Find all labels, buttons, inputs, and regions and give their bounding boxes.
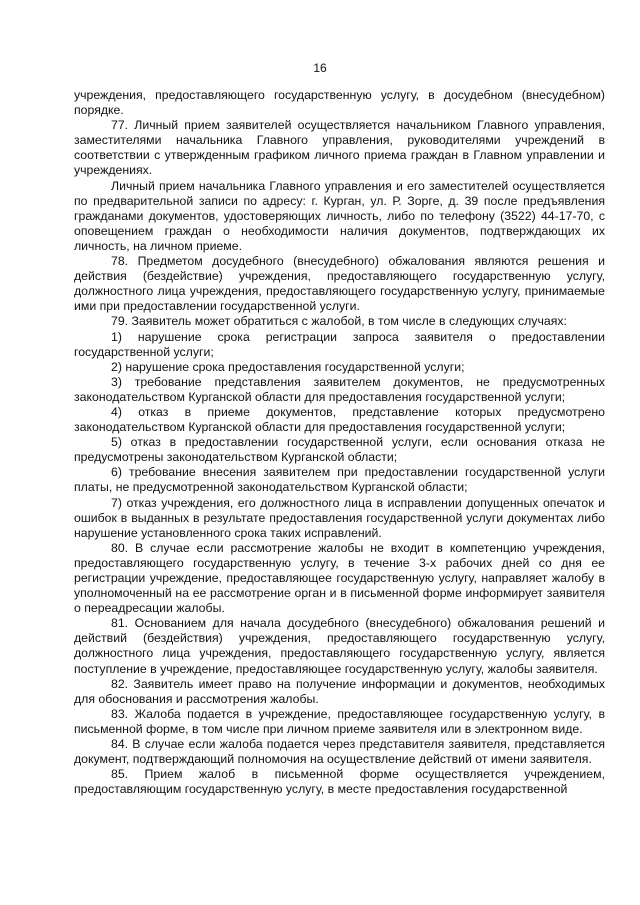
paragraph: 4) отказ в приеме документов, представление которых предусмотрено законодательством Курганской области для предоставления государственной услуги;	[74, 404, 605, 435]
paragraph: учреждения, предоставляющего государственную услугу, в досудебном (внесудебном) порядке.	[74, 88, 605, 118]
paragraph: 2) нарушение срока предоставления государственной услуги;	[111, 359, 465, 374]
document-body	[74, 88, 605, 797]
paragraph: 80. В случае если рассмотрение жалобы не входит в компетенцию учреждения, предоставляющего государственную услугу, в течение 3-х рабочих дней со дня ее регистрации учреждение, предоставляющее государственную услугу, направляет жалобу в уполномоченный на ее рассмотрение орган и в письменной форме информирует заявителя о переадресации жалобы.	[74, 540, 605, 616]
paragraph: 77. Личный прием заявителей осуществляется начальником Главного управления, заместителями начальника Главного управления, руководителями учреждений в соответствии с утвержденным графиком личного приема граждан в Главном управлении и учреждениях.	[74, 118, 605, 178]
paragraph: 85. Прием жалоб в письменной форме осуществляется учреждением, предоставляющим государственную услугу, в месте предоставления государственной	[74, 767, 605, 797]
paragraph: 78. Предметом досудебного (внесудебного) обжалования являются решения и действия (бездействие) учреждения, предоставляющего государственную услугу, должностного лица учреждения, предоставляющего государственную услугу, принимаемые ими при предоставлении государственной услуги.	[74, 254, 605, 314]
paragraph: 5) отказ в предоставлении государственной услуги, если основания отказа не предусмотрены законодательством Курганской области;	[74, 435, 605, 465]
page-number: 16	[313, 61, 327, 75]
paragraph: Личный прием начальника Главного управления и его заместителей осуществляется по предварительной записи по адресу: г. Курган, ул. Р. Зорге, д. 39 после предъявления гражданами документов, удостоверяющих личность, либо по телефону (3522) 44-17-70, с оповещением граждан о необходимости наличия документов, подтверждающих их личность, на личном приеме.	[74, 178, 605, 253]
paragraph: 6) требование внесения заявителем при предоставлении государственной услуги платы, не предусмотренной законодательством Курганской области;	[74, 465, 605, 495]
paragraph: 79. Заявитель может обратиться с жалобой, в том числе в следующих случаях:	[111, 314, 567, 329]
paragraph: 83. Жалоба подается в учреждение, предоставляющее государственную услугу, в письменной форме, в том числе при личном приеме заявителя или в электронном виде.	[74, 706, 605, 736]
paragraph: 84. В случае если жалоба подается через представителя заявителя, представляется документ, подтверждающий полномочия на осуществление действий от имени заявителя.	[74, 737, 605, 767]
paragraph: 3) требование представления заявителем документов, не предусмотренных законодательством Курганской области для предоставления государственной услуги;	[74, 374, 605, 404]
paragraph: 7) отказ учреждения, его должностного лица в исправлении допущенных опечаток и ошибок в выданных в результате предоставления государственной услуги документах либо нарушение установленного срока таких исправлений.	[74, 495, 605, 540]
paragraph: 82. Заявитель имеет право на получение информации и документов, необходимых для обоснования и рассмотрения жалобы.	[74, 676, 605, 706]
paragraph: 1) нарушение срока регистрации запроса заявителя о предоставлении государственной услуги;	[74, 329, 605, 359]
paragraph: 81. Основанием для начала досудебного (внесудебного) обжалования решений и действий (бездействия) учреждения, предоставляющего государственную услугу, должностного лица учреждения, предоставляющего государственную услугу, является поступление в учреждение, предоставляющее государственную услугу, жалобы заявителя.	[74, 616, 605, 676]
